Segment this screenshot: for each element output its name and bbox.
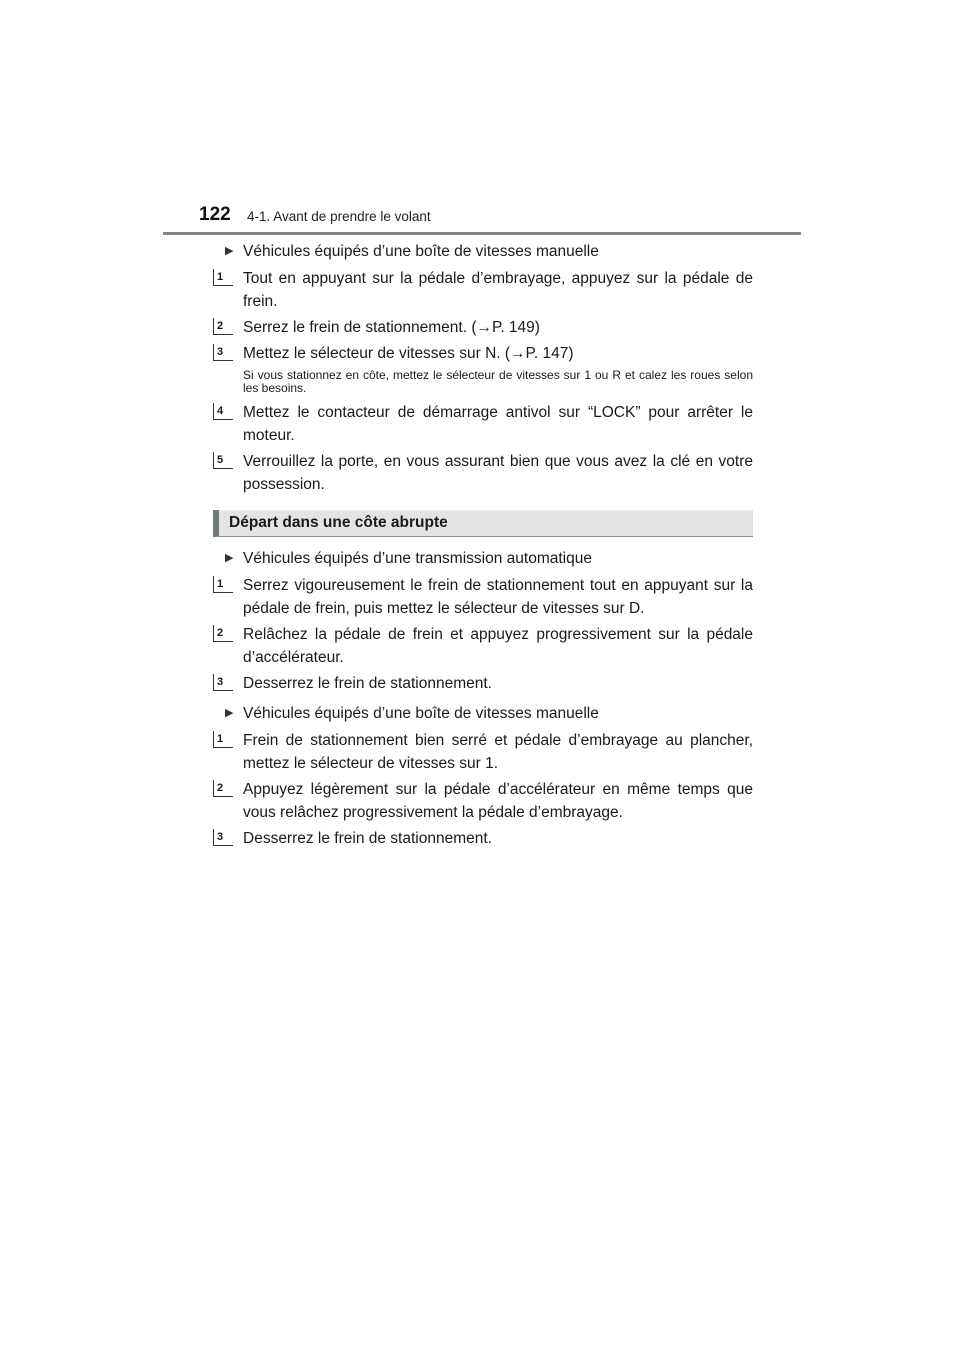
step-number: 3 <box>213 674 233 691</box>
step-item <box>213 827 753 850</box>
step-text: Appuyez légèrement sur la pédale d’accélérateur en même temps que vous relâchez progressivement la pédale d’embrayage. <box>243 781 753 821</box>
step-text: Mettez le sélecteur de vitesses sur N. (→P. 147) <box>243 345 574 362</box>
step-item <box>213 729 753 775</box>
step-number: 1 <box>213 576 233 593</box>
step-text: Desserrez le frein de stationnement. <box>243 830 492 847</box>
step-text: Tout en appuyant sur la pédale d’embrayage, appuyez sur la pédale de frein. <box>243 270 753 310</box>
page-content <box>213 240 753 853</box>
step-text: Serrez vigoureusement le frein de stationnement tout en appuyant sur la pédale de frein, puis mettez le sélecteur de vitesses sur D. <box>243 577 753 617</box>
step-item <box>213 574 753 620</box>
step-item <box>213 342 753 365</box>
bullet-manual-gearbox-hill <box>213 702 753 725</box>
step-text: Mettez le contacteur de démarrage antivol sur “LOCK” pour arrêter le moteur. <box>243 404 753 444</box>
step-item <box>213 267 753 313</box>
step-number: 5 <box>213 452 233 469</box>
step-number: 1 <box>213 269 233 286</box>
triangle-bullet-icon: ▶ <box>225 245 234 257</box>
page-number: 122 <box>199 204 231 225</box>
step-number: 2 <box>213 318 233 335</box>
step-item <box>213 778 753 824</box>
step-item <box>213 623 753 669</box>
step-item <box>213 401 753 447</box>
step-number: 2 <box>213 780 233 797</box>
step-item <box>213 450 753 496</box>
step-text: Frein de stationnement bien serré et pédale d’embrayage au plancher, mettez le sélecteur de vitesses sur 1. <box>243 732 753 772</box>
step-text: Verrouillez la porte, en vous assurant bien que vous avez la clé en votre possession. <box>243 453 753 493</box>
section-heading: Départ dans une côte abrupte <box>213 510 753 537</box>
step-number: 3 <box>213 344 233 361</box>
step-number: 2 <box>213 625 233 642</box>
bullet-automatic-transmission <box>213 547 753 570</box>
step-number: 4 <box>213 403 233 420</box>
triangle-bullet-icon: ▶ <box>225 552 234 564</box>
bullet-manual-gearbox-parking <box>213 240 753 263</box>
note-text: Si vous stationnez en côte, mettez le sélecteur de vitesses sur 1 ou R et calez les roues selon les besoins. <box>243 368 753 395</box>
page-header <box>199 204 801 234</box>
bullet-text: Véhicules équipés d’une boîte de vitesses manuelle <box>243 243 599 260</box>
step-number: 1 <box>213 731 233 748</box>
step-text: Relâchez la pédale de frein et appuyez progressivement sur la pédale d’accélérateur. <box>243 626 753 666</box>
header-rule <box>163 232 801 235</box>
section-title: 4-1. Avant de prendre le volant <box>247 209 431 224</box>
step-item <box>213 316 753 339</box>
step-text: Serrez le frein de stationnement. (→P. 149) <box>243 319 540 336</box>
step-number: 3 <box>213 829 233 846</box>
bullet-text: Véhicules équipés d’une transmission automatique <box>243 550 592 567</box>
bullet-text: Véhicules équipés d’une boîte de vitesses manuelle <box>243 705 599 722</box>
step-text: Desserrez le frein de stationnement. <box>243 675 492 692</box>
step-item <box>213 672 753 695</box>
triangle-bullet-icon: ▶ <box>225 707 234 719</box>
